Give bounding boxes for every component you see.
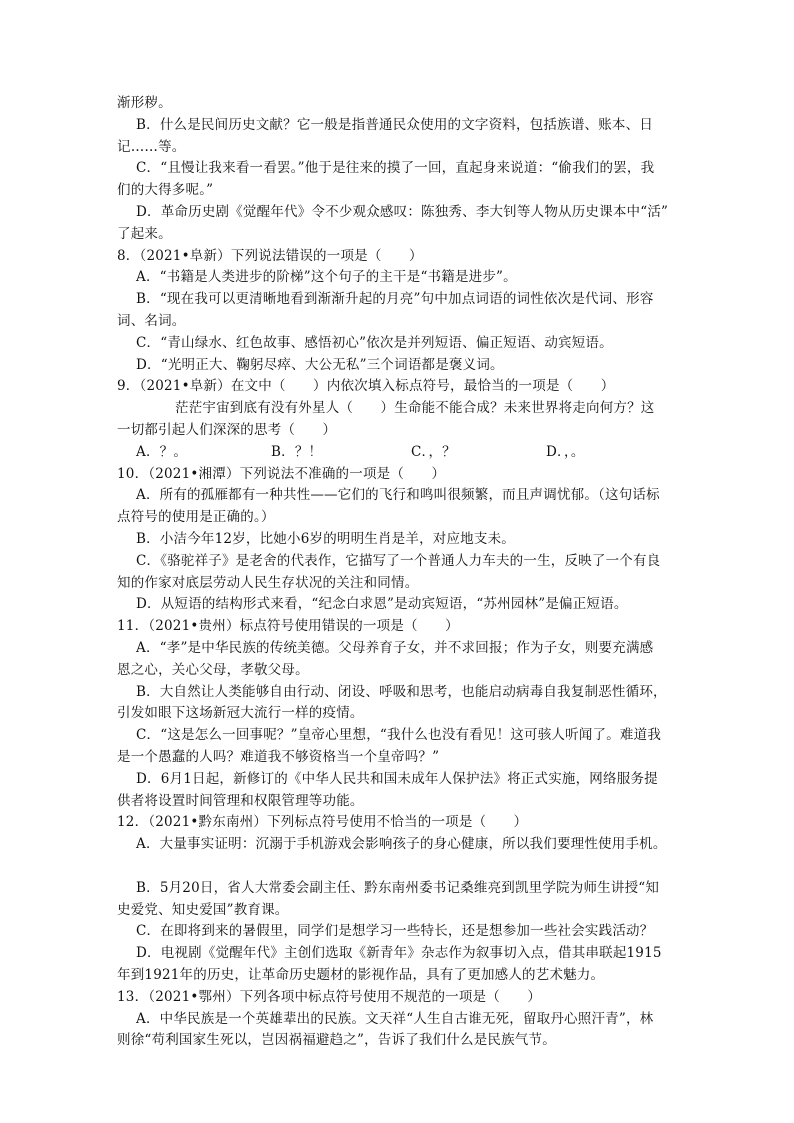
option-d: D．，。 [546, 443, 585, 460]
question-11-title: 11．（2021•贵州）标点符号使用错误的一项是（ ） [117, 618, 459, 635]
option-line: B．什么是民间历史文献？它一般是指普通民众使用的文字资料，包括族谱、账本、日 [136, 116, 654, 133]
text-line: 引发如眼下这场新冠大流行一样的疫情。 [117, 705, 364, 722]
question-13-title: 13．（2021•鄂州）下列各项中标点符号使用不规范的一项是（ ） [117, 988, 542, 1005]
text-line: 知的作家对底层劳动人民生存状况的关注和同情。 [117, 574, 419, 591]
option-line: A．中华民族是一个英雄辈出的民族。文天祥“人生自古谁无死，留取丹心照汗青”，林 [136, 1010, 654, 1027]
question-8-title: 8．（2021•阜新）下列说法错误的一项是（ ） [117, 247, 423, 264]
passage-line: 茫茫宇宙到底有没有外星人（ ）生命能不能合成？未来世界将走向何方？这 [175, 400, 655, 417]
question-9-title: 9．（2021•阜新）在文中（ ）内依次填入标点符号，最恰当的一项是（ ） [117, 378, 615, 395]
question-9-options [136, 444, 636, 460]
option-line: C．《骆驼祥子》是老舍的代表作，它描写了一个普通人力车夫的一生，反映了一个有良 [136, 552, 661, 569]
option-line: C．在即将到来的暑假里，同学们是想学习一些特长，还是想参加一些社会实践活动？ [136, 923, 654, 940]
option-line: D．革命历史剧《觉醒年代》令不少观众感叹：陈独秀、李大钊等人物从历史课本中“活” [136, 204, 669, 220]
text-line: 词、名词。 [117, 313, 186, 329]
text-line: 点符号的使用是正确的。） [117, 509, 275, 526]
option-line: A．“书籍是人类进步的阶梯”这个句子的主干是“书籍是进步”。 [136, 269, 517, 286]
option-line: C．“这是怎么一回事呢？”皇帝心里想，“我什么也没有看见！这可骇人听闻了。难道我 [136, 727, 662, 744]
option-line: D．“光明正大、鞠躬尽瘁、大公无私”三个词语都是褒义词。 [136, 356, 504, 373]
text-line: 则徐“苟利国家生死以，岂因祸福避趋之”，告诉了我们什么是民族气节。 [117, 1032, 556, 1049]
option-a: A．？。 [136, 443, 188, 460]
option-line: A．“孝”是中华民族的传统美德。父母养育子女，并不求回报；作为子女，则要充满感 [136, 640, 654, 656]
option-b: B．？！ [271, 443, 323, 460]
question-12-title: 12．（2021•黔东南州）下列标点符号使用不恰当的一项是（ ） [117, 814, 528, 831]
option-line: B．大自然让人类能够自由行动、闭设、呼吸和思考，也能启动病毒自我复制恶性循环， [136, 683, 667, 700]
option-line: B．5月20日，省人大常委会副主任、黔东南州委书记桑维亮到凯里学院为师生讲授“知 [136, 879, 660, 896]
option-line: D．从短语的结构形式来看，“纪念白求恩”是动宾短语，“苏州园林”是偏正短语。 [136, 596, 628, 613]
text-line: 渐形秽。 [117, 95, 172, 111]
text-line: 年到1921年的历史，让革命历史题材的影视作品，具有了更加感人的艺术魅力。 [117, 967, 605, 983]
option-line: A．所有的孤雁都有一种共性——它们的飞行和鸣叫很频繁，而且声调忧郁。（这句话标 [136, 487, 660, 504]
text-line: 们的大得多呢。” [117, 182, 214, 199]
option-line: B．“现在我可以更清晰地看到渐渐升起的月亮”句中加点词语的词性依次是代词、形容 [136, 291, 654, 308]
option-line: D．电视剧《觉醒年代》主创们选取《新青年》杂志作为叙事切入点，借其串联起1915 [136, 945, 662, 962]
text-line: 恩之心，关心父母，孝敬父母。 [117, 661, 309, 678]
option-line: D．6月1日起，新修订的《中华人民共和国未成年人保护法》将正式实施，网络服务提 [136, 770, 658, 787]
option-line: C．“且慢让我来看一看罢。”他于是往来的摸了一回，直起身来说道：“偷我们的罢，我 [136, 160, 655, 177]
option-line: B．小洁今年12岁，比她小6岁的明明生肖是羊，对应地支未。 [136, 531, 515, 547]
text-line: 史爱党、知史爱国”教育课。 [117, 901, 289, 918]
question-10-title: 10．（2021•湘潭）下列说法不准确的一项是（ ） [117, 465, 446, 482]
option-line: A．大量事实证明：沉溺于手机游戏会影响孩子的身心健康，所以我们要理性使用手机。 [136, 836, 667, 853]
text-line: 是一个愚蠢的人吗？难道我不够资格当一个皇帝吗？” [117, 749, 440, 765]
option-c: C．，？ [411, 443, 456, 460]
text-line: 供者将设置时间管理和权限管理等功能。 [117, 792, 364, 809]
text-line: 了起来。 [117, 225, 172, 242]
text-line: 记……等。 [117, 138, 186, 155]
option-line: C．“青山绿水、红色故事、感悟初心”依次是并列短语、偏正短语、动宾短语。 [136, 334, 613, 351]
passage-line: 一切都引起人们深深的思考（ ） [117, 422, 337, 438]
